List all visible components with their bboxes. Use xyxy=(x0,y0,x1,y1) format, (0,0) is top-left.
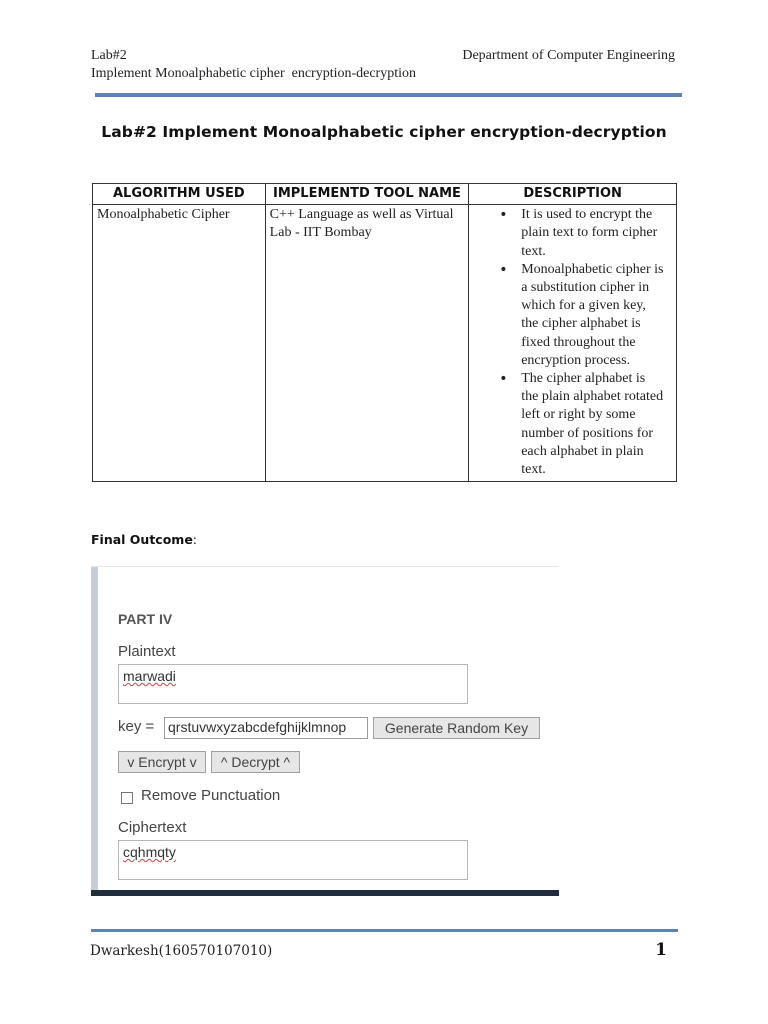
screenshot-left-border xyxy=(91,567,98,891)
description-item: • The cipher alphabet is the plain alphabet rotated left or right by some number of positions for each alphabet in plain text. xyxy=(473,370,666,479)
header-subtitle: Implement Monoalphabetic cipher encryption-decryption xyxy=(91,66,417,81)
ciphertext-output[interactable] xyxy=(118,840,468,880)
part-heading: PART IV xyxy=(118,611,173,627)
generate-random-key-button[interactable]: Generate Random Key xyxy=(373,717,540,739)
description-item: • It is used to encrypt the plain text to form cipher text. xyxy=(473,206,666,261)
tool-cell: C++ Language as well as Virtual Lab - IIT Bombay xyxy=(265,205,469,482)
header-rule xyxy=(95,93,682,97)
cipher-tool-screenshot xyxy=(91,566,559,896)
remove-punctuation-label: Remove Punctuation xyxy=(141,787,281,804)
table-header-description: DESCRIPTION xyxy=(469,184,677,205)
plaintext-input[interactable] xyxy=(118,664,468,704)
encrypt-button[interactable]: v Encrypt v xyxy=(118,751,206,773)
description-item: • Monoalphabetic cipher is a substitution cipher in which for a given key, the cipher alphabet is fixed throughout the encryption process. xyxy=(473,261,666,370)
description-list xyxy=(473,206,666,479)
final-outcome-colon: : xyxy=(192,532,198,547)
algorithm-cell: Monoalphabetic Cipher xyxy=(93,205,266,482)
key-input[interactable]: qrstuvwxyzabcdefghijklmnop xyxy=(164,717,368,739)
footer-rule xyxy=(91,929,678,932)
footer-author: Dwarkesh(160570107010) xyxy=(90,943,273,959)
table-header-row xyxy=(93,184,677,205)
description-cell xyxy=(469,205,677,482)
decrypt-button[interactable]: ^ Decrypt ^ xyxy=(211,751,300,773)
final-outcome-heading xyxy=(91,532,197,547)
table-header-tool: IMPLEMENTD TOOL NAME xyxy=(265,184,469,205)
plaintext-label: Plaintext xyxy=(118,643,176,660)
table-header-algorithm: ALGORITHM USED xyxy=(93,184,266,205)
header-lab: Lab#2 xyxy=(91,48,127,63)
key-label: key = xyxy=(118,718,155,735)
ciphertext-label: Ciphertext xyxy=(118,819,187,836)
info-table xyxy=(92,183,677,482)
header-left xyxy=(91,47,416,83)
final-outcome-label: Final Outcome xyxy=(91,532,193,547)
page-number: 1 xyxy=(655,940,667,960)
remove-punctuation-checkbox[interactable] xyxy=(121,792,133,804)
screenshot-bottom-border xyxy=(91,890,559,896)
plaintext-value: marwadi xyxy=(123,668,176,684)
header-department: Department of Computer Engineering xyxy=(462,48,675,63)
ciphertext-value: cqhmqty xyxy=(123,844,176,860)
page-title: Lab#2 Implement Monoalphabetic cipher encryption-decryption xyxy=(101,123,667,141)
table-row xyxy=(93,205,677,482)
